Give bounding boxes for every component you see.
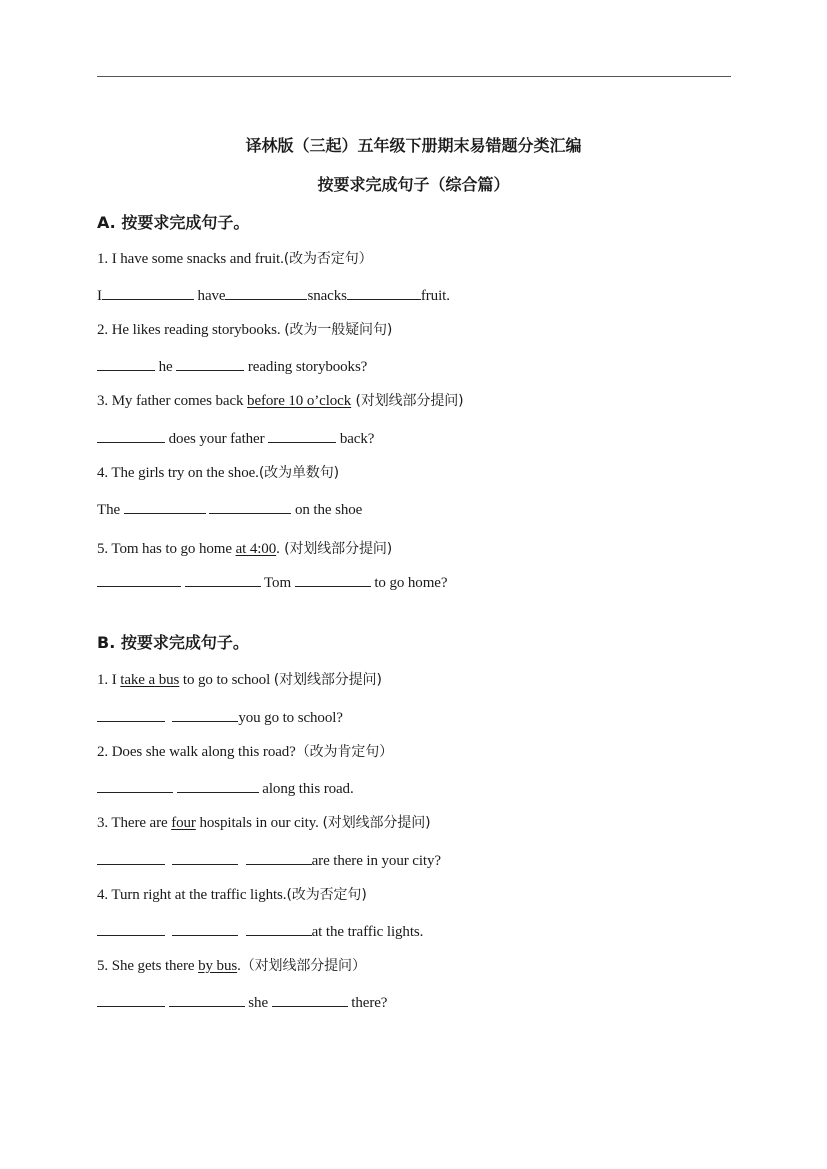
a3-text: 3. My father comes back — [97, 393, 248, 409]
a5-underlined: at 4:00 — [235, 541, 277, 557]
a1-answer-text: fruit. — [420, 288, 450, 304]
b5-text: 5. She gets there — [97, 958, 199, 974]
a3-underlined: before 10 o’clock — [247, 393, 352, 409]
b3-underlined: four — [171, 815, 196, 831]
b2-answer — [97, 778, 354, 798]
answer-blank[interactable] — [172, 850, 238, 865]
answer-blank[interactable] — [97, 992, 165, 1007]
b2-answer-text: along this road. — [258, 781, 354, 797]
a1-text: 1. I have some snacks and fruit. — [97, 251, 284, 267]
answer-blank[interactable] — [124, 499, 206, 514]
a5-answer — [97, 572, 447, 592]
answer-blank[interactable] — [97, 356, 155, 371]
b1-question — [97, 669, 382, 689]
b5-text: . — [237, 958, 241, 974]
b1-note: (对划线部分提问) — [273, 672, 382, 688]
b1-text: 1. I — [97, 672, 121, 688]
a2-answer-text: he — [155, 359, 177, 375]
answer-blank[interactable] — [246, 921, 312, 936]
a5-text: 5. Tom has to go home — [97, 541, 236, 557]
a3-answer-text: does your father — [165, 431, 269, 447]
answer-blank[interactable] — [102, 285, 194, 300]
a2-answer — [97, 356, 367, 376]
page-title: 译林版（三起）五年级下册期末易错题分类汇编 — [245, 136, 582, 155]
answer-blank[interactable] — [246, 850, 312, 865]
a4-question — [97, 462, 339, 482]
a3-answer — [97, 428, 374, 448]
answer-blank[interactable] — [268, 428, 336, 443]
section-a-heading: A. 按要求完成句子。 — [97, 213, 250, 232]
a4-note: (改为单数句) — [258, 465, 340, 481]
a4-answer-text: on the shoe — [291, 502, 363, 518]
a2-text: 2. He likes reading storybooks. — [97, 322, 285, 338]
answer-blank[interactable] — [97, 572, 181, 587]
a5-question — [97, 538, 392, 558]
b2-question — [97, 741, 393, 761]
a3-answer-text: back? — [336, 431, 375, 447]
b3-text: 3. There are — [97, 815, 172, 831]
answer-blank[interactable] — [97, 850, 165, 865]
b5-underlined: by bus — [198, 958, 238, 974]
b1-text: to go to school — [179, 672, 274, 688]
b3-note: (对划线部分提问) — [322, 815, 431, 831]
answer-blank[interactable] — [272, 992, 348, 1007]
a1-answer-text: snacks — [307, 288, 347, 304]
b1-answer — [97, 707, 343, 727]
b3-answer-text: are there in your city? — [311, 853, 441, 869]
answer-blank[interactable] — [177, 778, 259, 793]
a4-text: 4. The girls try on the shoe. — [97, 465, 259, 481]
b4-note: (改为否定句) — [286, 887, 367, 903]
answer-blank[interactable] — [97, 707, 165, 722]
answer-blank[interactable] — [176, 356, 244, 371]
answer-blank[interactable] — [295, 572, 371, 587]
answer-blank[interactable] — [97, 428, 165, 443]
a2-answer-text: reading storybooks? — [244, 359, 368, 375]
a2-question — [97, 319, 392, 339]
a1-answer-text: I — [97, 288, 102, 304]
b2-text: 2. Does she walk along this road? — [97, 744, 296, 760]
answer-blank[interactable] — [169, 992, 245, 1007]
a1-answer — [97, 285, 450, 305]
b3-text: hospitals in our city. — [195, 815, 323, 831]
b5-question — [97, 955, 366, 975]
a5-text: . — [276, 541, 280, 557]
answer-blank[interactable] — [97, 778, 173, 793]
b4-answer-text: at the traffic lights. — [311, 924, 424, 940]
b4-question — [97, 884, 367, 904]
b1-answer-text: you go to school? — [238, 710, 343, 726]
a4-answer — [97, 499, 362, 519]
b3-question — [97, 812, 430, 832]
a5-answer-text: Tom — [260, 575, 295, 591]
a5-note: (对划线部分提问) — [279, 541, 393, 557]
a5-answer-text: to go home? — [370, 575, 448, 591]
a1-answer-text: have — [193, 288, 226, 304]
a3-note: (对划线部分提问) — [351, 393, 464, 409]
b5-note: （对划线部分提问） — [240, 958, 366, 974]
b2-note: （改为肯定句） — [295, 744, 394, 760]
a2-note: (改为一般疑问句) — [284, 322, 393, 338]
a3-question — [97, 390, 464, 410]
answer-blank[interactable] — [172, 921, 238, 936]
b5-answer-text: there? — [347, 995, 388, 1011]
b4-text: 4. Turn right at the traffic lights. — [97, 887, 287, 903]
b5-answer-text: she — [244, 995, 272, 1011]
answer-blank[interactable] — [172, 707, 238, 722]
b5-answer — [97, 992, 387, 1012]
section-b-heading: B. 按要求完成句子。 — [97, 633, 249, 652]
page-subtitle: 按要求完成句子（综合篇） — [317, 175, 510, 194]
answer-blank[interactable] — [185, 572, 261, 587]
b3-answer — [97, 850, 441, 870]
b1-underlined: take a bus — [120, 672, 180, 688]
header-rule — [97, 76, 731, 77]
answer-blank[interactable] — [97, 921, 165, 936]
a4-answer-text: The — [97, 502, 124, 518]
a1-question — [97, 248, 373, 268]
answer-blank[interactable] — [347, 285, 421, 300]
answer-blank[interactable] — [209, 499, 291, 514]
b4-answer — [97, 921, 423, 941]
answer-blank[interactable] — [225, 285, 307, 300]
a1-note: (改为否定句） — [283, 251, 373, 267]
